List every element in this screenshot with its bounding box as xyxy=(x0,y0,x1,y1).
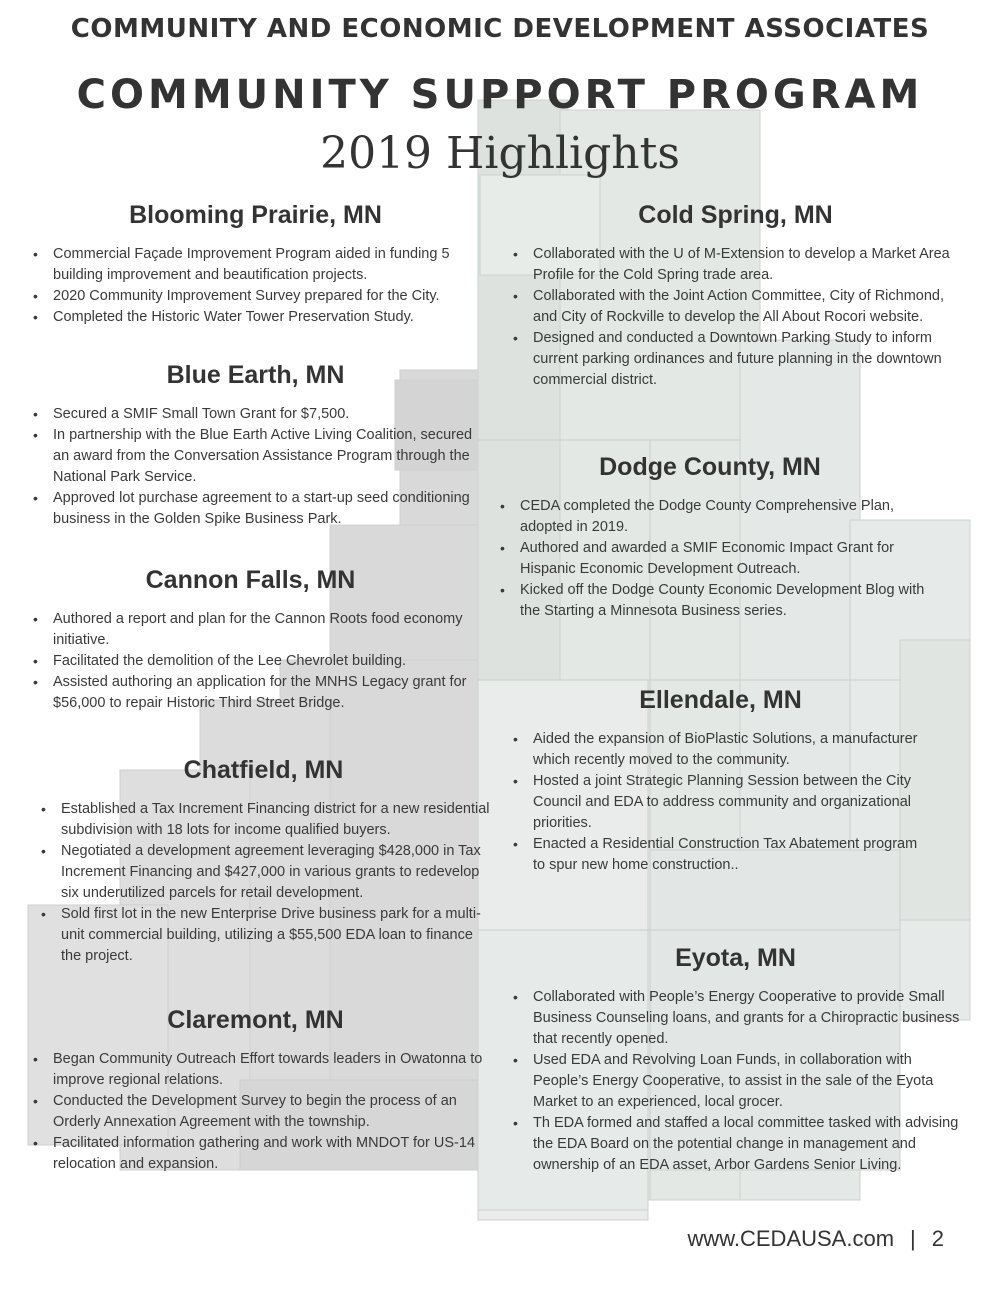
section-dodge-county xyxy=(495,452,925,622)
list-item: • Authored and awarded a SMIF Economic Impact Grant for Hispanic Economic Development Outreach. xyxy=(495,538,925,580)
footer-separator: | xyxy=(910,1226,916,1251)
list-item: • Established a Tax Increment Financing district for a new residential subdivision with 18 lots for income qualified buyers. xyxy=(36,799,491,841)
section-title: Ellendale, MN xyxy=(639,686,802,714)
section-title: Cold Spring, MN xyxy=(638,201,833,229)
list-item: • Collaborated with the U of M-Extension to develop a Market Area Profile for the Cold Spring trade area. xyxy=(508,244,963,286)
list-item: • Enacted a Residential Construction Tax Abatement program to spur new home construction.. xyxy=(508,834,933,876)
list-item: • Designed and conducted a Downtown Parking Study to inform current parking ordinances and future planning in the downtown commercial district. xyxy=(508,328,963,391)
section-cold-spring xyxy=(508,200,963,391)
list-item: • Hosted a joint Strategic Planning Session between the City Council and EDA to address community and organizational priorities. xyxy=(508,771,933,834)
section-ellendale xyxy=(508,685,933,876)
list-item: • Began Community Outreach Effort towards leaders in Owatonna to improve regional relations. xyxy=(28,1049,483,1091)
list-item: • Th EDA formed and staffed a local committee tasked with advising the EDA Board on the potential change in management and ownership of an EDA asset, Arbor Gardens Senior Living. xyxy=(508,1113,963,1176)
list-item: • Aided the expansion of BioPlastic Solutions, a manufacturer which recently moved to the community. xyxy=(508,729,933,771)
list-item: • Facilitated information gathering and work with MNDOT for US-14 relocation and expansion. xyxy=(28,1133,483,1175)
program-title: COMMUNITY SUPPORT PROGRAM xyxy=(76,72,924,118)
section-title: Dodge County, MN xyxy=(599,453,821,481)
list-item: • 2020 Community Improvement Survey prepared for the City. xyxy=(28,286,483,307)
section-bullet-list xyxy=(28,1049,483,1175)
list-item: • Facilitated the demolition of the Lee Chevrolet building. xyxy=(28,651,473,672)
list-item: • In partnership with the Blue Earth Active Living Coalition, secured an award from the Conversation Assistance Program through the National Park Service. xyxy=(28,425,483,488)
section-blooming-prairie xyxy=(28,200,483,328)
list-item: • Assisted authoring an application for the MNHS Legacy grant for $56,000 to repair Historic Third Street Bridge. xyxy=(28,672,473,714)
list-item: • Completed the Historic Water Tower Preservation Study. xyxy=(28,307,483,328)
list-item: • Commercial Façade Improvement Program aided in funding 5 building improvement and beautification projects. xyxy=(28,244,483,286)
list-item: • Negotiated a development agreement leveraging $428,000 in Tax Increment Financing and $427,000 in various grants to redevelop six underutilized parcels for retail development. xyxy=(36,841,491,904)
section-bullet-list xyxy=(508,729,933,876)
page-footer xyxy=(687,1226,944,1252)
section-blue-earth xyxy=(28,360,483,530)
section-chatfield xyxy=(36,755,491,967)
section-title: Eyota, MN xyxy=(675,944,796,972)
section-cannon-falls xyxy=(28,565,473,714)
list-item: • Collaborated with the Joint Action Committee, City of Richmond, and City of Rockville to develop the All About Rocori website. xyxy=(508,286,963,328)
page-subtitle: 2019 Highlights xyxy=(320,128,680,179)
website-link[interactable]: www.CEDAUSA.com xyxy=(687,1226,895,1251)
list-item: • Sold first lot in the new Enterprise Drive business park for a multi-unit commercial building, utilizing a $55,500 EDA loan to finance the project. xyxy=(36,904,491,967)
list-item: • CEDA completed the Dodge County Comprehensive Plan, adopted in 2019. xyxy=(495,496,925,538)
section-title: Chatfield, MN xyxy=(183,756,344,784)
organization-name: COMMUNITY AND ECONOMIC DEVELOPMENT ASSOCIATES xyxy=(70,14,930,44)
list-item: • Collaborated with People’s Energy Cooperative to provide Small Business Counseling loans, and grants for a Chiropractic business that recently opened. xyxy=(508,987,963,1050)
section-bullet-list xyxy=(28,404,483,530)
page-number: 2 xyxy=(931,1226,944,1251)
list-item: • Authored a report and plan for the Cannon Roots food economy initiative. xyxy=(28,609,473,651)
section-bullet-list xyxy=(495,496,925,622)
list-item: • Approved lot purchase agreement to a start-up seed conditioning business in the Golden Spike Business Park. xyxy=(28,488,483,530)
section-eyota xyxy=(508,943,963,1176)
section-claremont xyxy=(28,1005,483,1175)
list-item: • Used EDA and Revolving Loan Funds, in collaboration with People’s Energy Cooperative, to assist in the sale of the Eyota Market to an experienced, local grocer. xyxy=(508,1050,963,1113)
list-item: • Kicked off the Dodge County Economic Development Blog with the Starting a Minnesota Business series. xyxy=(495,580,925,622)
section-bullet-list xyxy=(28,609,473,714)
section-bullet-list xyxy=(36,799,491,967)
section-title: Cannon Falls, MN xyxy=(145,566,356,594)
section-bullet-list xyxy=(28,244,483,328)
section-title: Claremont, MN xyxy=(167,1006,344,1034)
section-bullet-list xyxy=(508,987,963,1176)
list-item: • Conducted the Development Survey to begin the process of an Orderly Annexation Agreement with the township. xyxy=(28,1091,483,1133)
section-title: Blue Earth, MN xyxy=(166,361,345,389)
list-item: • Secured a SMIF Small Town Grant for $7,500. xyxy=(28,404,483,425)
section-title: Blooming Prairie, MN xyxy=(129,201,382,229)
section-bullet-list xyxy=(508,244,963,391)
